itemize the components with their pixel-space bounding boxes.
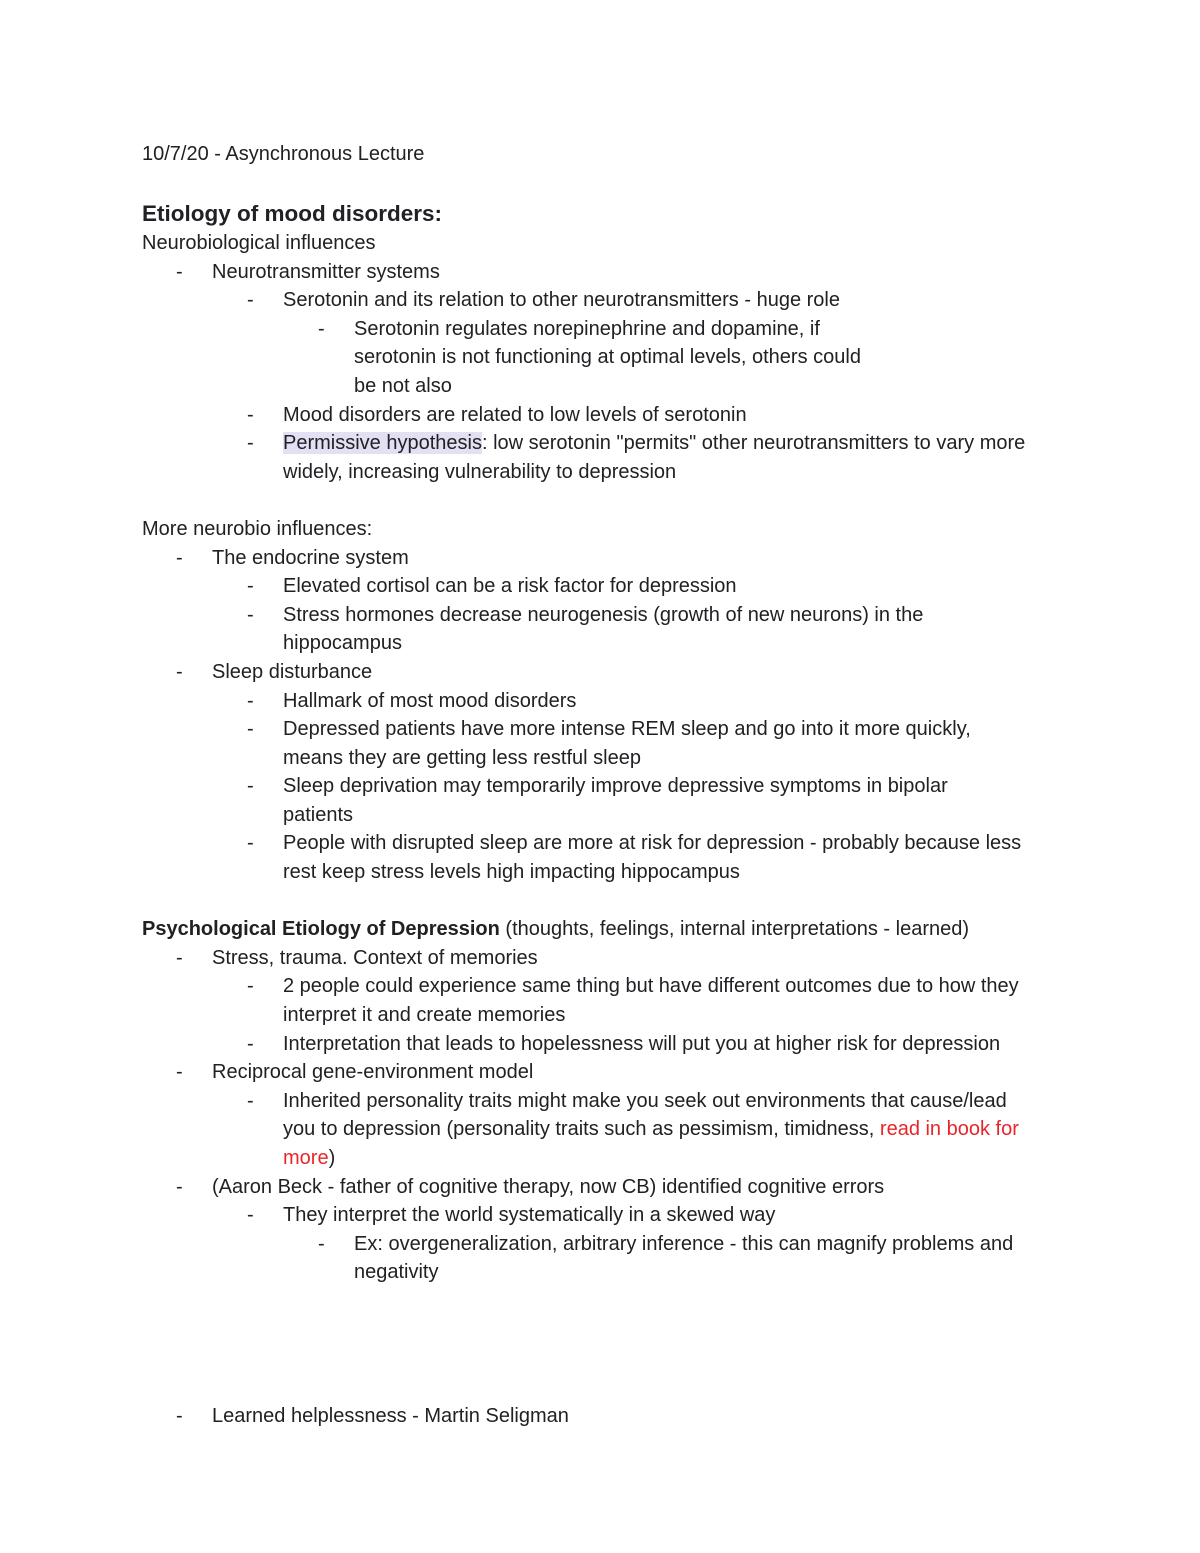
bullet-dash: - bbox=[176, 1175, 183, 1198]
bullet-dash: - bbox=[247, 689, 254, 712]
bullet-dash: - bbox=[176, 946, 183, 969]
list-item bbox=[142, 1030, 1102, 1059]
list-item-text bbox=[283, 432, 1025, 483]
section-title-bold: Psychological Etiology of Depression bbox=[142, 918, 500, 941]
list-item-text: Stress, trauma. Context of memories bbox=[212, 946, 538, 969]
bullet-dash: - bbox=[247, 432, 254, 455]
list-item bbox=[142, 572, 1102, 601]
bullet-dash: - bbox=[247, 775, 254, 798]
list-item-text bbox=[283, 1090, 1019, 1169]
list-item-text: The endocrine system bbox=[212, 546, 409, 569]
list-item bbox=[142, 1087, 1043, 1173]
list-item-text: Serotonin regulates norepinephrine and dopamine, if serotonin is not functioning at optimal levels, others could be not also bbox=[354, 317, 861, 397]
spacer bbox=[142, 486, 1102, 515]
close-paren: ) bbox=[328, 1147, 336, 1169]
list-item bbox=[142, 429, 1033, 486]
list-item bbox=[142, 687, 1102, 716]
list-item bbox=[142, 772, 1023, 829]
section-title-psychological bbox=[142, 915, 1102, 944]
list-item-text: Serotonin and its relation to other neurotransmitters - huge role bbox=[283, 289, 840, 312]
bullet-dash: - bbox=[247, 832, 254, 855]
list-item bbox=[142, 944, 1102, 973]
bullet-dash: - bbox=[247, 1204, 254, 1227]
list-item-text: Elevated cortisol can be a risk factor for depression bbox=[283, 575, 737, 598]
bullet-dash: - bbox=[176, 660, 183, 683]
list-item bbox=[142, 1230, 1034, 1287]
list-item-text: Sleep deprivation may temporarily improve depressive symptoms in bipolar patients bbox=[283, 775, 948, 826]
list-item bbox=[142, 715, 1033, 772]
inherited-text: Inherited personality traits might make you seek out environments that cause/lead you to depression (personality traits such as pessimism, timidness, bbox=[283, 1089, 1007, 1141]
list-item bbox=[142, 401, 1102, 430]
list-item bbox=[142, 1402, 1102, 1431]
bullet-dash: - bbox=[176, 1404, 183, 1427]
bullet-dash: - bbox=[318, 1232, 325, 1255]
list-item-text: Sleep disturbance bbox=[212, 660, 373, 683]
list-item-text: Stress hormones decrease neurogenesis (growth of new neurons) in the hippocampus bbox=[283, 603, 924, 655]
section-title-more-neurobio: More neurobio influences: bbox=[142, 517, 373, 540]
list-item bbox=[142, 1201, 1102, 1230]
bullet-dash: - bbox=[247, 718, 254, 741]
bullet-dash: - bbox=[176, 260, 183, 283]
list-item-text: Mood disorders are related to low levels of serotonin bbox=[283, 403, 747, 426]
bullet-dash: - bbox=[176, 1061, 183, 1084]
bullet-dash: - bbox=[176, 546, 183, 569]
bullet-dash: - bbox=[247, 289, 254, 312]
list-item-text: Interpretation that leads to hopelessness will put you at higher risk for depression bbox=[283, 1032, 1001, 1055]
spacer bbox=[142, 887, 1102, 916]
list-item bbox=[142, 658, 1102, 687]
highlighted-term: Permissive hypothesis bbox=[283, 432, 482, 455]
bullet-dash: - bbox=[247, 575, 254, 598]
list-item-text: Hallmark of most mood disorders bbox=[283, 689, 577, 712]
section-title-neurobiological: Neurobiological influences bbox=[142, 232, 376, 254]
bullet-dash: - bbox=[318, 317, 325, 340]
list-item-text: Reciprocal gene-environment model bbox=[212, 1061, 534, 1084]
document-page bbox=[142, 139, 1102, 1431]
list-item-text: They interpret the world systematically in a skewed way bbox=[283, 1204, 776, 1227]
bullet-dash: - bbox=[247, 403, 254, 426]
red-note: read in book for more bbox=[283, 1118, 1019, 1169]
list-item-text: 2 people could experience same thing but have different outcomes due to how they interpret it and create memories bbox=[283, 975, 1019, 1027]
list-item bbox=[142, 315, 874, 401]
bullet-dash: - bbox=[247, 1089, 254, 1112]
bullet-dash: - bbox=[247, 603, 254, 626]
list-item bbox=[142, 601, 1003, 658]
list-item bbox=[142, 1058, 1102, 1087]
section-title-rest: (thoughts, feelings, internal interpretations - learned) bbox=[499, 918, 970, 941]
list-item-text: Depressed patients have more intense REM sleep and go into it more quickly, means they are getting less restful sleep bbox=[283, 718, 971, 769]
list-item bbox=[142, 258, 1102, 287]
list-item bbox=[142, 1173, 1102, 1202]
bullet-dash: - bbox=[247, 1032, 254, 1055]
list-item bbox=[142, 286, 1102, 315]
list-item bbox=[142, 972, 1043, 1029]
list-item-text: Neurotransmitter systems bbox=[212, 260, 440, 283]
page-heading: Etiology of mood disorders: bbox=[142, 201, 443, 226]
spacer bbox=[142, 1287, 1102, 1402]
definition-text: : low serotonin "permits" other neurotransmitters to vary more widely, increasing vulnerability to depression bbox=[283, 432, 1026, 483]
list-item-text: Learned helplessness - Martin Seligman bbox=[212, 1404, 569, 1427]
list-item bbox=[142, 829, 1043, 886]
list-item bbox=[142, 544, 1102, 573]
list-item-text: People with disrupted sleep are more at risk for depression - probably because less rest keep stress levels high impacting hippocampus bbox=[283, 832, 1022, 884]
list-item-text: (Aaron Beck - father of cognitive therapy, now CB) identified cognitive errors bbox=[212, 1175, 885, 1198]
date-title: 10/7/20 - Asynchronous Lecture bbox=[142, 143, 425, 165]
bullet-dash: - bbox=[247, 975, 254, 998]
list-item-text: Ex: overgeneralization, arbitrary inference - this can magnify problems and negativity bbox=[354, 1232, 1014, 1284]
